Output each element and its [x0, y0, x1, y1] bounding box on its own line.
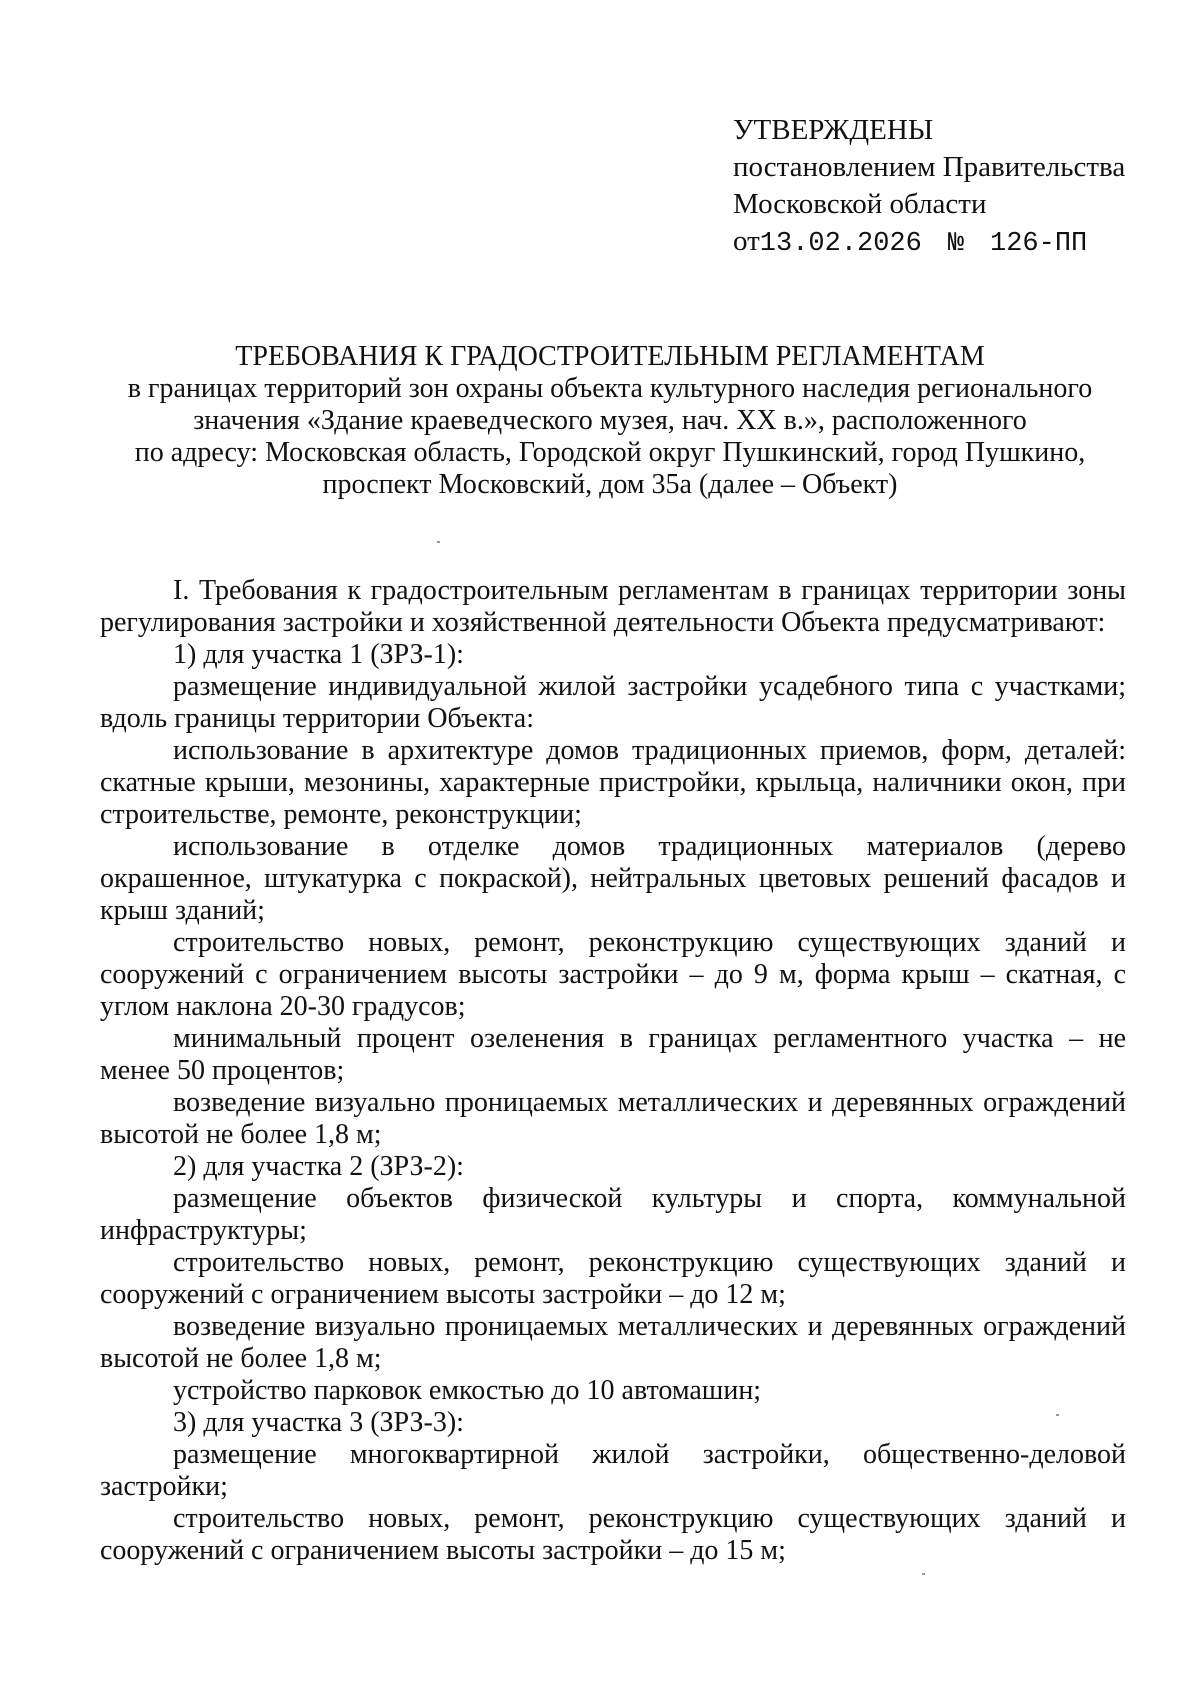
paragraph: размещение индивидуальной жилой застройки усадебного типа с участками; вдоль границы территории Объекта:: [100, 671, 1126, 734]
approval-heading: УТВЕРЖДЕНЫ: [733, 114, 934, 146]
approval-line-2: Московской области: [733, 188, 987, 220]
paragraph: устройство парковок емкостью до 10 автомашин;: [173, 1375, 762, 1406]
paragraph: строительство новых, ремонт, реконструкцию существующих зданий и сооружений с ограничением высоты застройки – до 12 м;: [100, 1247, 1126, 1310]
paragraph: размещение объектов физической культуры и спорта, коммунальной инфраструктуры;: [100, 1183, 1126, 1246]
title-line: значения «Здание краеведческого музея, нач. XX в.», расположенного: [193, 405, 1027, 436]
decree-date: 13.02.2026: [759, 229, 922, 259]
paragraph: строительство новых, ремонт, реконструкцию существующих зданий и сооружений с ограничением высоты застройки – до 15 м;: [100, 1503, 1126, 1566]
scan-speck: [922, 1573, 925, 1575]
title-line: проспект Московский, дом 35а (далее – Объект): [322, 469, 898, 500]
paragraph: размещение многоквартирной жилой застройки, общественно-деловой застройки;: [100, 1439, 1126, 1502]
approval-block: [733, 112, 1125, 263]
title-line: по адресу: Московская область, Городской округ Пушкинский, город Пушкино,: [134, 437, 1086, 468]
approval-date-line: [733, 223, 1125, 263]
list-item-heading: 2) для участка 2 (ЗРЗ-2):: [173, 1151, 464, 1182]
paragraph: возведение визуально проницаемых металлических и деревянных ограждений высотой не более 1,8 м;: [100, 1311, 1126, 1374]
list-item-heading: 1) для участка 1 (ЗРЗ-1):: [173, 639, 464, 670]
document-body: [100, 575, 1126, 1567]
paragraph: возведение визуально проницаемых металлических и деревянных ограждений высотой не более 1,8 м;: [100, 1087, 1126, 1150]
paragraph: минимальный процент озеленения в границах регламентного участка – не менее 50 процентов;: [100, 1023, 1126, 1086]
paragraph: использование в отделке домов традиционных материалов (дерево окрашенное, штукатурка с покраской), нейтральных цветовых решений фасадов и крыш зданий;: [100, 831, 1126, 926]
paragraph: использование в архитектуре домов традиционных приемов, форм, деталей: скатные крыши, мезонины, характерные пристройки, крыльца, наличники окон, при строительстве, ремонте, реконструкции;: [100, 735, 1126, 830]
title-line: в границах территорий зон охраны объекта культурного наследия регионального: [127, 373, 1093, 404]
title-heading: ТРЕБОВАНИЯ К ГРАДОСТРОИТЕЛЬНЫМ РЕГЛАМЕНТАМ: [235, 341, 985, 372]
paragraph: строительство новых, ремонт, реконструкцию существующих зданий и сооружений с ограничением высоты застройки – до 9 м, форма крыш – скатная, с углом наклона 20-30 градусов;: [100, 927, 1126, 1022]
document-title: [110, 341, 1110, 501]
approval-line-1: постановлением Правительства: [733, 151, 1126, 183]
section-intro-paragraph: I. Требования к градостроительным регламентам в границах территории зоны регулирования застройки и хозяйственной деятельности Объекта предусматривают:: [100, 575, 1126, 638]
scan-speck: [1056, 1414, 1059, 1416]
list-item-heading: 3) для участка 3 (ЗРЗ-3):: [173, 1407, 464, 1438]
number-sign: №: [947, 229, 965, 259]
date-prefix: от: [733, 225, 760, 257]
decree-number: 126-ПП: [990, 229, 1088, 259]
scan-speck: [437, 541, 440, 543]
